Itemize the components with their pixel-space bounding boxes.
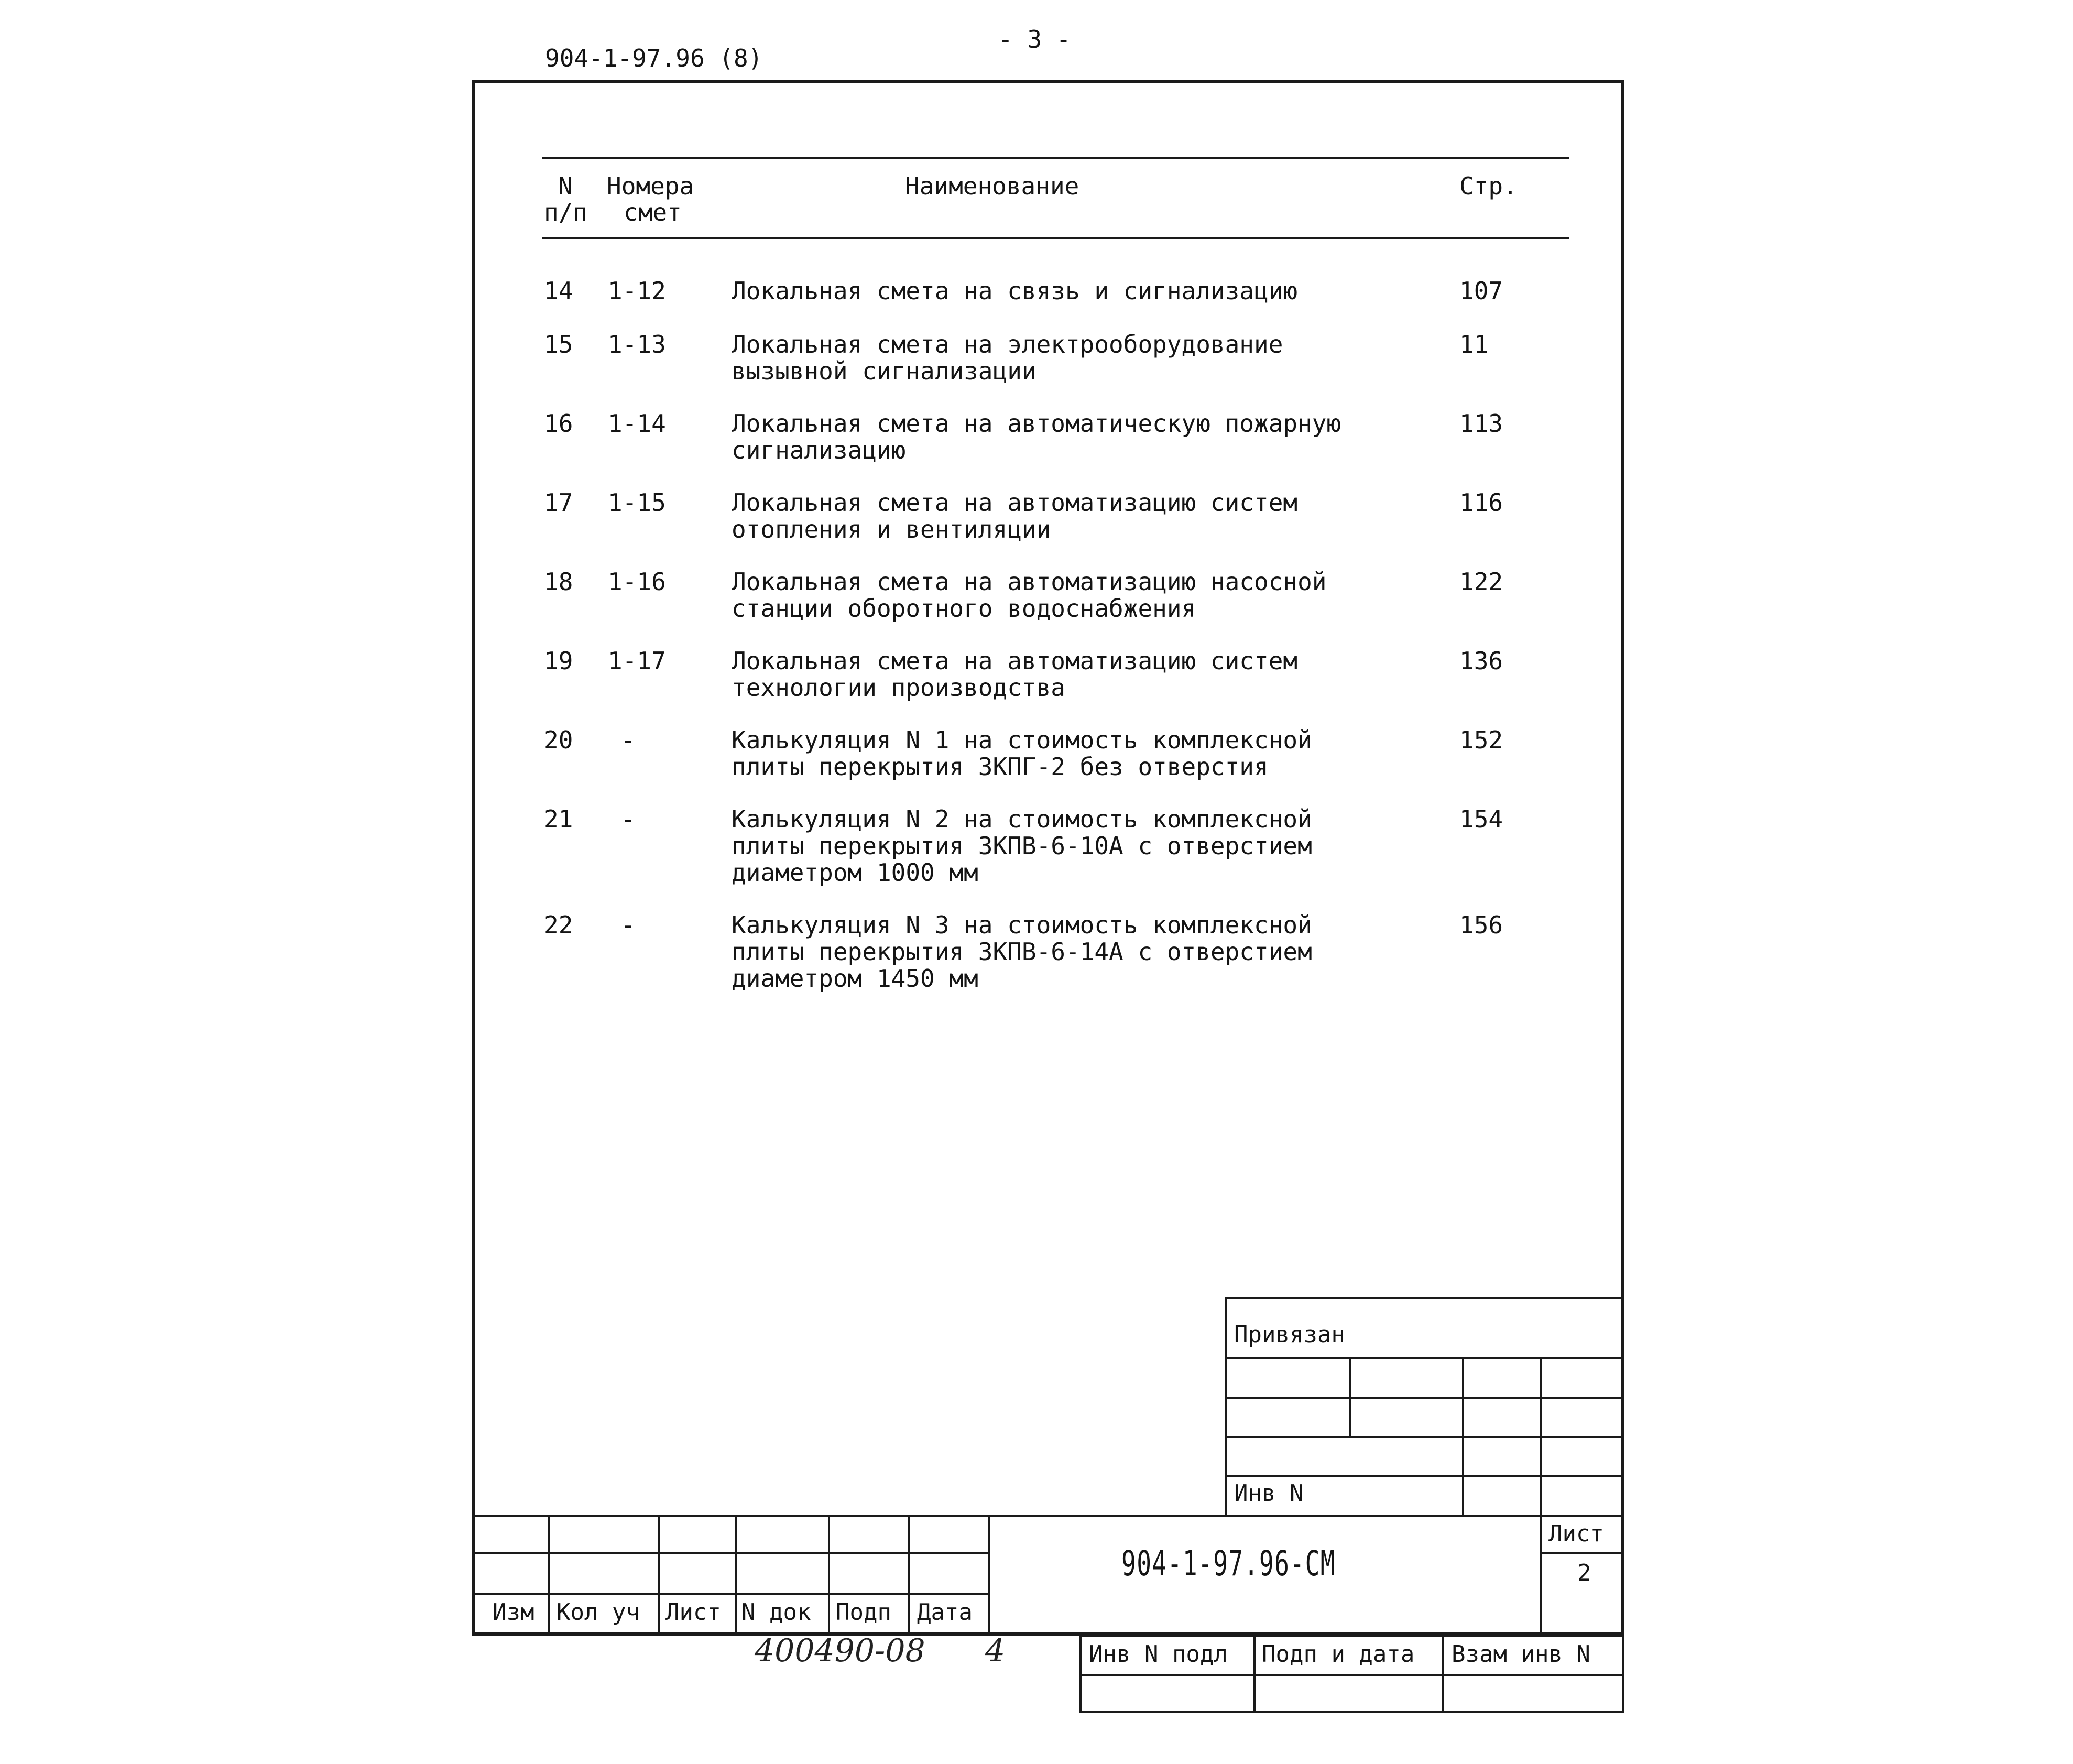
col-estimate-header: Номера: [607, 172, 694, 200]
linked-label: Привязан: [1234, 1321, 1345, 1348]
row-estimate: 1-13: [608, 330, 666, 358]
row-page: 154: [1459, 805, 1503, 833]
row-page: 156: [1459, 911, 1503, 939]
row-n: 21: [544, 805, 573, 833]
row-n: 15: [544, 330, 573, 358]
page-number: - 3 -: [998, 25, 1071, 53]
sheet-label: Лист: [1548, 1520, 1604, 1547]
row-n: 20: [544, 726, 573, 754]
row-n: 18: [544, 568, 573, 596]
handwritten-registration-number: 400490-08: [755, 1632, 925, 1669]
inventory-label: Инв N: [1234, 1480, 1304, 1507]
row-estimate: -: [621, 805, 636, 833]
row-estimate: -: [621, 911, 636, 939]
row-name: Локальная смета на электрооборудование: [732, 330, 1283, 358]
col-qty-label: Кол уч: [557, 1599, 640, 1626]
inv-original-label: Инв N подл: [1089, 1641, 1228, 1668]
document-code: 904-1-97.96-СМ: [1121, 1543, 1336, 1584]
row-estimate: 1-14: [608, 409, 666, 438]
col-n-header-sub: п/п: [544, 198, 588, 226]
row-page: 152: [1459, 726, 1503, 754]
col-date-label: Дата: [917, 1599, 973, 1626]
row-name-cont: сигнализацию: [732, 436, 906, 464]
row-page: 116: [1459, 488, 1503, 517]
col-sheet-label: Лист: [665, 1599, 721, 1626]
row-page: 107: [1459, 277, 1503, 305]
row-name-cont: отопления и вентиляции: [732, 515, 1051, 543]
row-name: Локальная смета на автоматизацию насосной: [732, 568, 1327, 596]
row-n: 16: [544, 409, 573, 438]
row-name-cont: диаметром 1000 мм: [732, 858, 978, 887]
row-n: 22: [544, 911, 573, 939]
row-name-cont: технологии производства: [732, 673, 1065, 702]
row-name-cont: плиты перекрытия ЗКПВ-6-10А с отверстием: [732, 832, 1312, 860]
row-estimate: 1-12: [608, 277, 666, 305]
row-estimate: -: [621, 726, 636, 754]
row-name: Калькуляция N 3 на стоимость комплексной: [732, 911, 1312, 939]
row-page: 122: [1459, 568, 1503, 596]
table-header-rule: [542, 237, 1569, 239]
row-estimate: 1-15: [608, 488, 666, 517]
col-name-header: Наименование: [905, 172, 1079, 200]
row-name: Калькуляция N 2 на стоимость комплексной: [732, 805, 1312, 833]
row-name: Калькуляция N 1 на стоимость комплексной: [732, 726, 1312, 754]
col-change-label: Изм: [493, 1599, 534, 1626]
col-sign-label: Подп: [836, 1599, 891, 1626]
handwritten-sheet-number: 4: [985, 1632, 1006, 1669]
row-name: Локальная смета на связь и сигнализацию: [732, 277, 1298, 305]
row-n: 17: [544, 488, 573, 517]
row-name: Локальная смета на автоматическую пожарную: [732, 409, 1341, 438]
row-page: 11: [1459, 330, 1489, 358]
col-docnum-label: N док: [741, 1599, 811, 1626]
col-estimate-header-sub: смет: [624, 198, 682, 226]
row-page: 136: [1459, 647, 1503, 675]
row-page: 113: [1459, 409, 1503, 438]
row-name: Локальная смета на автоматизацию систем: [732, 647, 1298, 675]
row-name-cont: вызывной сигнализации: [732, 357, 1036, 385]
col-n-header: N: [558, 172, 573, 200]
document-reference: 904-1-97.96 (8): [545, 44, 763, 72]
sign-date-label: Подп и дата: [1262, 1641, 1415, 1668]
row-n: 14: [544, 277, 573, 305]
row-name-cont: плиты перекрытия ЗКПВ-6-14А с отверстием: [732, 938, 1312, 966]
row-name-cont: станции оборотного водоснабжения: [732, 594, 1196, 623]
row-name: Локальная смета на автоматизацию систем: [732, 488, 1298, 517]
row-n: 19: [544, 647, 573, 675]
row-name-cont: диаметром 1450 мм: [732, 964, 978, 993]
row-estimate: 1-16: [608, 568, 666, 596]
sheet-value: 2: [1577, 1560, 1591, 1586]
row-estimate: 1-17: [608, 647, 666, 675]
col-page-header: Стр.: [1459, 172, 1518, 200]
row-name-cont: плиты перекрытия ЗКПГ-2 без отверстия: [732, 753, 1269, 781]
replace-inv-label: Взам инв N: [1452, 1641, 1590, 1668]
table-top-rule: [542, 157, 1569, 159]
